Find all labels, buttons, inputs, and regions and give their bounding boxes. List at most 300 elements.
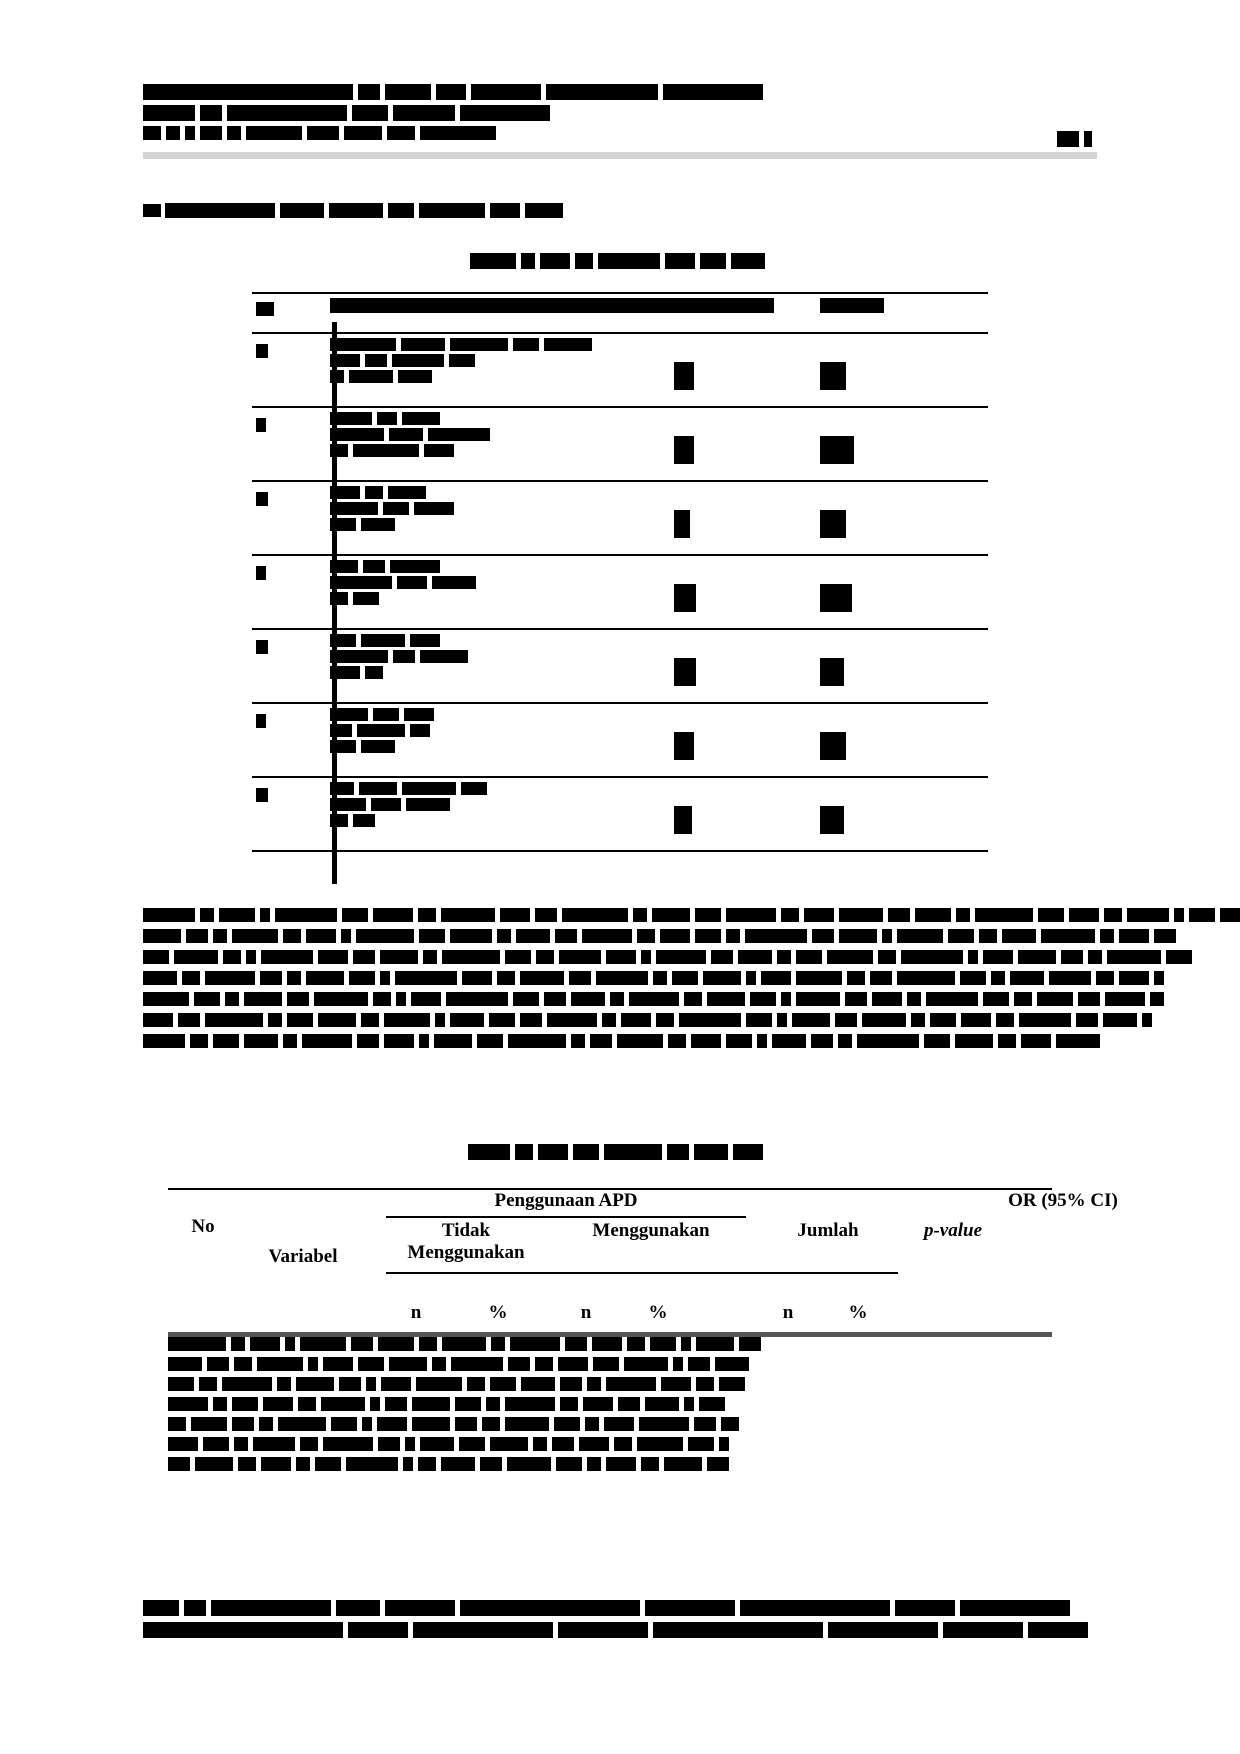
redacted-text	[554, 1417, 580, 1431]
redacted-text	[505, 950, 531, 964]
redacted-text	[1076, 1013, 1098, 1027]
redacted-text	[388, 203, 414, 218]
redacted-text	[598, 253, 660, 269]
redacted-text	[339, 1377, 361, 1391]
redacted-text	[556, 1457, 582, 1471]
redacted-text	[402, 412, 440, 425]
table1-bottom-rule	[252, 850, 988, 852]
redacted-text	[1105, 992, 1145, 1006]
redacted-text	[393, 105, 455, 121]
redacted-text	[213, 1034, 239, 1048]
redacted-text	[442, 950, 500, 964]
redacted-text	[432, 576, 476, 589]
redacted-text	[361, 1013, 379, 1027]
redacted-text	[442, 1337, 486, 1351]
redacted-text	[232, 929, 278, 943]
redacted-text	[471, 84, 541, 100]
redacted-text	[1166, 950, 1192, 964]
redacted-text	[948, 929, 974, 943]
redacted-text	[746, 1013, 772, 1027]
redacted-text	[385, 1600, 455, 1616]
redacted-text	[975, 908, 1033, 922]
redacted-text	[359, 782, 397, 795]
table1-cell-pct	[820, 584, 852, 612]
redacted-text	[1078, 992, 1100, 1006]
redacted-text	[639, 1417, 689, 1431]
redacted-text	[688, 1357, 710, 1371]
redacted-text	[757, 1034, 767, 1048]
table1-cell-pct	[820, 732, 846, 760]
table1-variable-line	[330, 592, 481, 605]
table1-cell-variabel	[330, 782, 492, 830]
redacted-text	[888, 908, 910, 922]
redacted-text	[490, 1437, 528, 1451]
redacted-text	[234, 1357, 252, 1371]
redacted-text	[1104, 908, 1122, 922]
redacted-line	[168, 1437, 1052, 1451]
redacted-text	[734, 298, 774, 313]
redacted-text	[674, 298, 708, 313]
redacted-text	[396, 992, 406, 1006]
redacted-text	[287, 992, 309, 1006]
redacted-text	[700, 253, 726, 269]
table1-cell-pct	[820, 806, 844, 834]
redacted-text	[302, 1034, 352, 1048]
redacted-text	[397, 576, 427, 589]
table1-variable-line	[330, 740, 439, 753]
redacted-text	[330, 298, 378, 313]
redacted-text	[582, 929, 632, 943]
redacted-text	[520, 971, 564, 985]
redacted-text	[583, 1397, 613, 1411]
redacted-text	[1127, 908, 1169, 922]
table1-header-row	[252, 294, 988, 332]
table1-row	[252, 482, 988, 556]
redacted-text	[460, 1600, 640, 1616]
redacted-text	[420, 1437, 454, 1451]
redacted-text	[590, 1034, 612, 1048]
redacted-text	[491, 1337, 505, 1351]
redacted-text	[842, 584, 852, 612]
redacted-text	[227, 105, 347, 121]
redacted-text	[956, 908, 970, 922]
table1-cell-pct	[820, 658, 844, 686]
table1-variable-line	[330, 518, 459, 531]
redacted-text	[508, 1357, 530, 1371]
redacted-text	[460, 105, 550, 121]
table1-row	[252, 630, 988, 704]
redacted-text	[205, 1013, 263, 1027]
redacted-text	[403, 1457, 413, 1471]
table1-cell-pct	[820, 362, 846, 390]
redacted-text	[668, 1034, 686, 1048]
redacted-text	[211, 1600, 331, 1616]
redacted-text	[796, 950, 822, 964]
redacted-text	[451, 1357, 503, 1371]
table1-row	[252, 334, 988, 408]
redacted-text	[520, 1013, 542, 1027]
redacted-text	[300, 1437, 318, 1451]
redacted-text	[719, 1377, 745, 1391]
redacted-text	[450, 1013, 484, 1027]
redacted-text	[1028, 1622, 1088, 1638]
redacted-text	[684, 992, 702, 1006]
redacted-text	[695, 908, 721, 922]
redacted-text	[143, 929, 181, 943]
redacted-text	[614, 1437, 632, 1451]
redacted-text	[424, 444, 454, 457]
redacted-text	[365, 354, 387, 367]
redacted-text	[665, 253, 695, 269]
table2-subheader-pct-jumlah: %	[848, 1302, 868, 1323]
redacted-text	[579, 1437, 609, 1451]
redacted-text	[467, 1377, 485, 1391]
body-paragraph	[143, 908, 1097, 1055]
redacted-text	[296, 1377, 334, 1391]
table2-body	[168, 1337, 1052, 1471]
redacted-text	[200, 908, 214, 922]
redacted-text	[571, 1034, 585, 1048]
table2-header-row	[168, 1190, 1118, 1302]
redacted-text	[371, 798, 401, 811]
redacted-text	[244, 992, 282, 1006]
redacted-text	[870, 971, 892, 985]
redacted-text	[143, 1034, 185, 1048]
redacted-text	[253, 1437, 295, 1451]
redacted-text	[1174, 908, 1184, 922]
redacted-text	[143, 1622, 343, 1638]
redacted-text	[353, 950, 375, 964]
redacted-text	[828, 1622, 938, 1638]
redacted-text	[719, 1437, 729, 1451]
redacted-line	[143, 1622, 1097, 1638]
redacted-text	[384, 1013, 430, 1027]
redacted-text	[674, 362, 694, 390]
table1-variable-line	[330, 634, 473, 647]
redacted-text	[419, 1337, 437, 1351]
redacted-text	[991, 971, 1005, 985]
redacted-text	[182, 971, 200, 985]
redacted-text	[508, 1034, 566, 1048]
redacted-text	[280, 203, 324, 218]
redacted-text	[882, 929, 892, 943]
redacted-text	[820, 362, 846, 390]
table1-variable-line	[330, 444, 495, 457]
redacted-text	[168, 1457, 190, 1471]
table1-cell-no	[256, 712, 266, 730]
redacted-text	[664, 1457, 702, 1471]
table1-cell-n	[674, 806, 692, 834]
redacted-text	[435, 1013, 445, 1027]
redacted-text	[596, 971, 648, 985]
redacted-text	[555, 929, 577, 943]
redacted-text	[847, 971, 865, 985]
redacted-text	[143, 971, 177, 985]
redacted-text	[378, 1337, 414, 1351]
redacted-text	[410, 634, 440, 647]
table2-header-tidak: Tidak Menggunakan	[407, 1220, 525, 1263]
redacted-text	[656, 1013, 674, 1027]
redacted-text	[546, 84, 658, 100]
table1-cell-no	[256, 564, 266, 582]
redacted-text	[521, 1377, 555, 1391]
table1-col-n	[674, 296, 774, 314]
redacted-text	[378, 298, 404, 313]
redacted-text	[436, 84, 466, 100]
redacted-text	[507, 1457, 551, 1471]
redacted-text	[584, 298, 618, 313]
redacted-text	[707, 992, 745, 1006]
redacted-text	[330, 798, 366, 811]
redacted-text	[330, 428, 384, 441]
redacted-text	[455, 1397, 481, 1411]
redacted-text	[505, 1397, 555, 1411]
table1-row	[252, 778, 988, 850]
redacted-text	[268, 1013, 282, 1027]
table2-subheader-rule	[386, 1272, 898, 1274]
redacted-text	[1100, 929, 1114, 943]
redacted-text	[232, 1417, 254, 1431]
redacted-text	[681, 1337, 691, 1351]
redacted-text	[656, 950, 706, 964]
redacted-text	[1010, 971, 1044, 985]
redacted-text	[707, 1457, 729, 1471]
redacted-text	[203, 1437, 229, 1451]
redacted-text	[329, 203, 383, 218]
redacted-text	[385, 84, 431, 100]
redacted-text	[1107, 950, 1161, 964]
table2-subheader-pct-meng: %	[648, 1302, 668, 1323]
redacted-text	[617, 1034, 663, 1048]
redacted-text	[796, 992, 840, 1006]
redacted-text	[219, 908, 255, 922]
redacted-text	[711, 950, 733, 964]
table1-cell-n	[674, 362, 694, 390]
redacted-text	[330, 740, 356, 753]
redacted-text	[524, 298, 584, 313]
table2-header-or: OR (95% CI)	[1008, 1190, 1118, 1211]
redacted-text	[604, 1144, 662, 1160]
redacted-text	[256, 492, 268, 506]
table1-row	[252, 704, 988, 778]
redacted-text	[587, 1377, 601, 1391]
redacted-text	[820, 436, 854, 464]
redacted-text	[571, 992, 605, 1006]
redacted-text	[459, 1437, 485, 1451]
redacted-text	[618, 1397, 640, 1411]
table1-col-no	[256, 300, 274, 318]
redacted-text	[878, 950, 896, 964]
redacted-text	[194, 992, 220, 1006]
redacted-text	[513, 992, 539, 1006]
redacted-text	[688, 584, 696, 612]
table1-cell-pct	[820, 510, 846, 538]
redacted-text	[533, 1437, 547, 1451]
redacted-text	[406, 798, 450, 811]
table1-variable-line	[330, 502, 459, 515]
redacted-text	[412, 1417, 450, 1431]
redacted-line	[168, 1357, 1052, 1371]
redacted-text	[592, 1337, 622, 1351]
redacted-text	[559, 950, 601, 964]
redacted-text	[895, 1600, 955, 1616]
redacted-text	[401, 338, 445, 351]
redacted-text	[482, 1417, 500, 1431]
redacted-text	[480, 1457, 502, 1471]
redacted-text	[521, 253, 535, 269]
redacted-text	[1061, 950, 1083, 964]
table1-variable-line	[330, 486, 459, 499]
redacted-text	[298, 1397, 316, 1411]
redacted-text	[370, 1397, 380, 1411]
redacted-text	[868, 298, 884, 313]
redacted-text	[441, 1457, 475, 1471]
table1-cell-n	[674, 510, 690, 538]
redacted-text	[661, 1377, 691, 1391]
redacted-text	[342, 908, 368, 922]
redacted-text	[983, 992, 1009, 1006]
redacted-text	[389, 1357, 427, 1371]
redacted-text	[781, 908, 799, 922]
redacted-text	[820, 732, 846, 760]
redacted-text	[330, 634, 356, 647]
redacted-text	[650, 1337, 676, 1351]
redacted-text	[585, 1417, 599, 1431]
redacted-line	[168, 1337, 1052, 1351]
redacted-text	[637, 1437, 683, 1451]
redacted-text	[296, 1457, 310, 1471]
redacted-text	[389, 428, 423, 441]
table2-subheader-n-jumlah: n	[782, 1302, 794, 1323]
redacted-text	[380, 971, 390, 985]
table2-header-apd: Penggunaan APD	[494, 1190, 638, 1211]
redacted-text	[353, 814, 375, 827]
redacted-text	[143, 1600, 179, 1616]
redacted-text	[143, 1013, 173, 1027]
redacted-text	[287, 1013, 313, 1027]
table2-subheader-n-meng: n	[580, 1302, 592, 1323]
redacted-text	[1150, 992, 1164, 1006]
redacted-text	[300, 1337, 346, 1351]
journal-title-line-3	[143, 126, 1097, 140]
redacted-text	[143, 105, 195, 121]
redacted-text	[510, 1337, 560, 1351]
redacted-text	[862, 1013, 906, 1027]
redacted-text	[420, 650, 468, 663]
redacted-text	[1018, 950, 1056, 964]
table1-variable-line	[330, 814, 492, 827]
redacted-text	[627, 1337, 645, 1351]
redacted-text	[330, 486, 360, 499]
redacted-text	[450, 338, 508, 351]
redacted-text	[402, 782, 456, 795]
redacted-text	[674, 806, 692, 834]
redacted-text	[606, 950, 636, 964]
redacted-line	[143, 929, 1097, 943]
redacted-text	[696, 1377, 714, 1391]
redacted-text	[186, 929, 208, 943]
redacted-text	[674, 732, 694, 760]
table1-variable-line	[330, 370, 597, 383]
redacted-text	[168, 1397, 208, 1411]
redacted-text	[250, 1337, 280, 1351]
redacted-text	[413, 1622, 553, 1638]
table1-cell-n	[674, 658, 696, 686]
redacted-text	[256, 788, 268, 802]
redacted-text	[275, 908, 337, 922]
redacted-text	[489, 1013, 515, 1027]
redacted-text	[330, 650, 388, 663]
redacted-text	[998, 1034, 1016, 1048]
redacted-text	[207, 1357, 229, 1371]
redacted-text	[434, 1034, 472, 1048]
redacted-text	[497, 929, 511, 943]
redacted-text	[663, 84, 763, 100]
redacted-text	[961, 1013, 991, 1027]
redacted-text	[393, 650, 415, 663]
redacted-line	[143, 992, 1097, 1006]
redacted-text	[418, 1457, 436, 1471]
table1-cell-pct	[820, 436, 854, 464]
redacted-text	[404, 298, 524, 313]
redacted-text	[246, 126, 302, 140]
redacted-text	[777, 950, 791, 964]
redacted-text	[260, 908, 270, 922]
redacted-text	[901, 950, 963, 964]
redacted-text	[468, 1144, 510, 1160]
redacted-line	[143, 1600, 1097, 1616]
redacted-text	[165, 203, 275, 218]
redacted-text	[366, 1377, 376, 1391]
page-header	[143, 84, 1097, 145]
table1-cell-no	[256, 638, 268, 656]
redacted-text	[525, 203, 563, 218]
redacted-text	[820, 298, 868, 313]
redacted-text	[278, 1417, 326, 1431]
redacted-text	[857, 1034, 919, 1048]
redacted-text	[232, 1397, 258, 1411]
table1-cell-variabel	[330, 338, 597, 386]
redacted-text	[738, 950, 772, 964]
redacted-text	[907, 992, 921, 1006]
redacted-text	[231, 1337, 245, 1351]
redacted-text	[365, 486, 383, 499]
redacted-text	[872, 992, 902, 1006]
redacted-text	[285, 1337, 295, 1351]
redacted-text	[960, 1600, 1070, 1616]
redacted-text	[535, 1357, 553, 1371]
redacted-text	[257, 1357, 303, 1371]
redacted-text	[330, 370, 344, 383]
redacted-text	[256, 714, 266, 728]
redacted-text	[277, 1377, 291, 1391]
redacted-text	[839, 908, 883, 922]
redacted-text	[346, 1457, 398, 1471]
redacted-text	[740, 1600, 890, 1616]
redacted-text	[388, 486, 426, 499]
table1-cell-no	[256, 342, 268, 360]
redacted-text	[515, 1144, 533, 1160]
redacted-text	[604, 1417, 634, 1431]
page-footer	[143, 1600, 1097, 1644]
redacted-text	[410, 724, 430, 737]
redacted-text	[373, 908, 413, 922]
redacted-text	[461, 782, 487, 795]
redacted-text	[1069, 908, 1099, 922]
redacted-text	[377, 412, 397, 425]
table2-header-variabel: Variabel	[268, 1246, 338, 1267]
redacted-text	[184, 1600, 206, 1616]
